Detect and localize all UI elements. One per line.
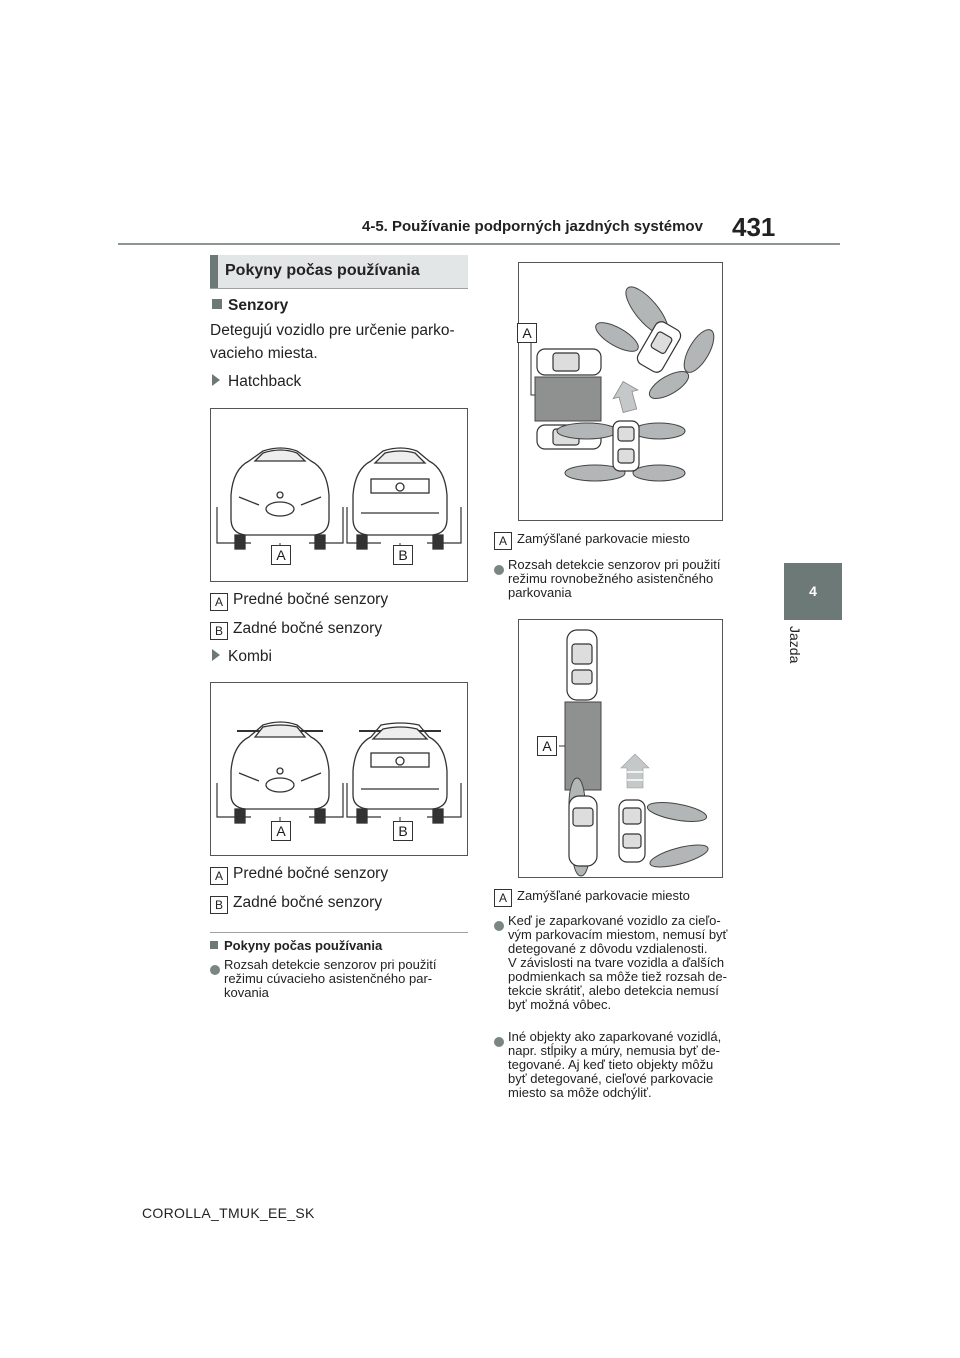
document-code: COROLLA_TMUK_EE_SK [142, 1205, 315, 1221]
legend-label-a: A [494, 532, 512, 550]
right-note-3-text [508, 1030, 721, 1100]
chapter-tab[interactable]: 4 [784, 563, 842, 620]
legend-a-hatchback [210, 591, 388, 611]
square-bullet-icon [210, 941, 218, 949]
header-section-title: 4-5. Používanie podporných jazdných systémov [362, 218, 703, 235]
figure-label-a: A [271, 821, 291, 841]
note-line: podmienkach sa môže tiež rozsah de- [508, 969, 727, 984]
legend-a-figure-1 [494, 532, 690, 550]
variant-hatchback-text: Hatchback [228, 373, 302, 390]
note-line: režimu cúvacieho asistenčného par- [224, 971, 433, 986]
notes-heading [210, 938, 382, 953]
right-note-3 [494, 1034, 504, 1052]
legend-label-b: B [210, 622, 228, 640]
right-note-1 [494, 562, 504, 580]
header-divider [118, 243, 840, 245]
variant-kombi [212, 648, 272, 666]
page-number: 431 [732, 212, 776, 242]
figure-label-a: A [537, 736, 557, 756]
round-bullet-icon [494, 921, 504, 931]
legend-b-hatchback [210, 620, 382, 640]
note-line: režimu rovnobežného asistenčného [508, 571, 714, 586]
note-line: napr. stĺpiky a múry, nemusia byť de- [508, 1043, 720, 1058]
section-heading-rule [210, 288, 468, 289]
note-line: Rozsah detekcie senzorov pri použití [508, 557, 721, 572]
hatchback-cars-illustration [211, 409, 467, 581]
legend-b-text: Zadné bočné senzory [233, 894, 383, 911]
variant-hatchback [212, 373, 301, 391]
kombi-cars-illustration [211, 683, 467, 855]
parking-figure-1 [518, 262, 723, 521]
legend-a-text: Predné bočné senzory [233, 591, 389, 608]
kombi-figure [210, 682, 468, 856]
chapter-label-text: Jazda [787, 626, 803, 664]
figure-label-a: A [517, 323, 537, 343]
notes-divider [210, 932, 468, 933]
note-line: byť detegované, cieľové parkovacie [508, 1071, 714, 1086]
legend-label-a: A [494, 889, 512, 907]
note-line: Keď je zaparkované vozidlo za cieľo- [508, 913, 721, 928]
legend-b-text: Zadné bočné senzory [233, 620, 383, 637]
note-line: miesto sa môže odchýliť. [508, 1085, 652, 1100]
figure-label-b: B [393, 821, 413, 841]
variant-kombi-text: Kombi [228, 648, 272, 665]
parking-figure-2 [518, 619, 723, 878]
note-line: V závislosti na tvare vozidla a ďalších [508, 955, 725, 970]
round-bullet-icon [210, 965, 220, 975]
intro-line-2: vacieho miesta. [210, 345, 318, 362]
note-line: parkovania [508, 585, 572, 600]
intro-line-1: Detegujú vozidlo pre určenie parko- [210, 322, 455, 339]
legend-a-figure-2 [494, 889, 690, 907]
right-note-1-text [508, 558, 720, 600]
note-line: kovania [224, 985, 269, 1000]
legend-a-kombi [210, 865, 388, 885]
subheading-senzory [212, 297, 288, 315]
subheading-text: Senzory [228, 297, 289, 314]
note-line: detegované z dôvodu vzdialenosti. [508, 941, 708, 956]
legend-a-text: Predné bočné senzory [233, 865, 389, 882]
hatchback-figure [210, 408, 468, 582]
left-note-1-text [224, 958, 436, 1000]
legend-label-a: A [210, 867, 228, 885]
round-bullet-icon [494, 565, 504, 575]
legend-b-kombi [210, 894, 382, 914]
note-line: tegované. Aj keď tieto objekty môžu [508, 1057, 714, 1072]
note-line: Iné objekty ako zaparkované vozidlá, [508, 1029, 722, 1044]
chapter-label [781, 626, 811, 676]
figure-label-a: A [271, 545, 291, 565]
note-line: vým parkovacím miestom, nemusí byť [508, 927, 728, 942]
note-line: byť možná vôbec. [508, 997, 612, 1012]
left-note-1 [210, 962, 220, 980]
section-heading-text: Pokyny počas používania [225, 262, 420, 279]
right-note-2 [494, 918, 504, 936]
legend-label-a: A [210, 593, 228, 611]
legend-a-text: Zamýšľané parkovacie miesto [517, 888, 690, 903]
square-bullet-icon [212, 299, 222, 309]
round-bullet-icon [494, 1037, 504, 1047]
notes-heading-text: Pokyny počas používania [224, 938, 383, 953]
note-line: tekcie skrátiť, alebo detekcia nemusí [508, 983, 719, 998]
figure-label-b: B [393, 545, 413, 565]
right-note-2-text [508, 914, 727, 1012]
triangle-bullet-icon [212, 649, 220, 661]
legend-label-b: B [210, 896, 228, 914]
parallel-parking-illustration [519, 263, 722, 520]
triangle-bullet-icon [212, 374, 220, 386]
legend-a-text: Zamýšľané parkovacie miesto [517, 531, 690, 546]
section-heading [210, 255, 468, 289]
note-line: Rozsah detekcie senzorov pri použití [224, 957, 437, 972]
